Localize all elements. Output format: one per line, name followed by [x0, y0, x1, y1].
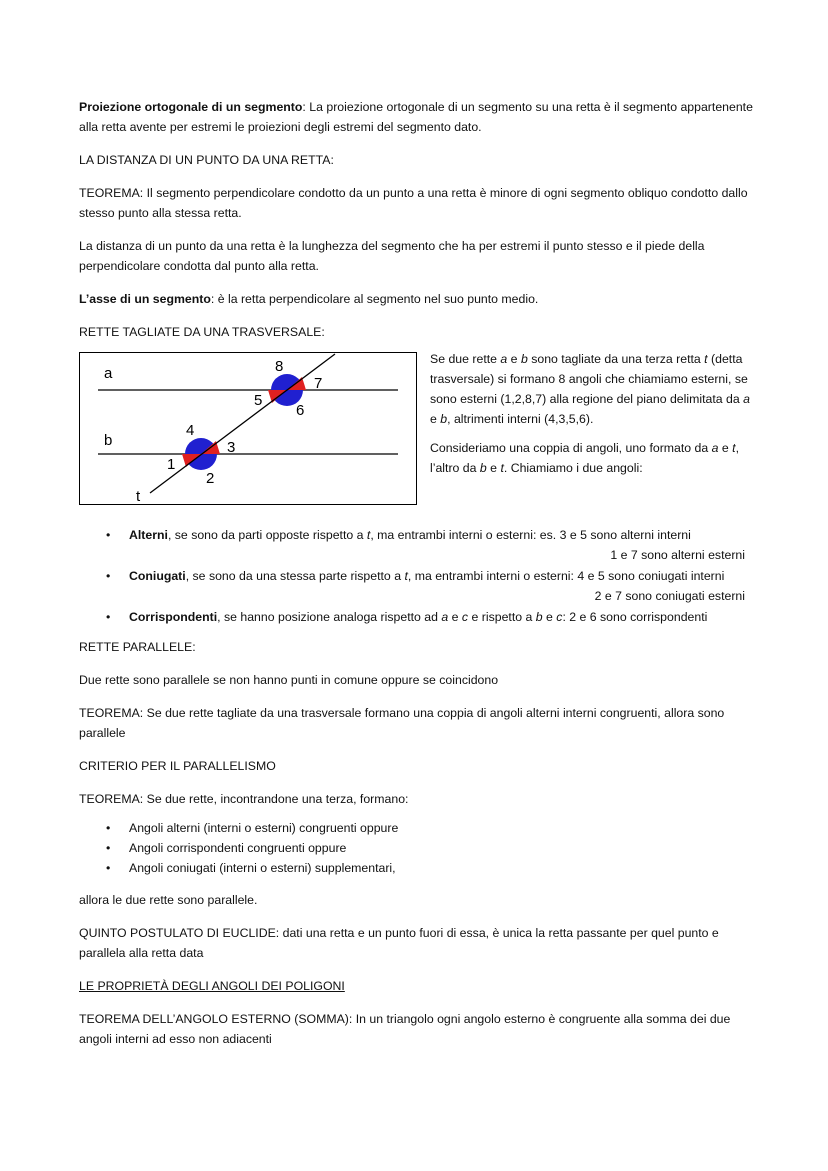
paragraph-projection: [79, 97, 754, 137]
heading-transversal: RETTE TAGLIATE DA UNA TRASVERSALE:: [79, 325, 325, 339]
list-item: [79, 858, 754, 878]
list-text: , se sono da parti opposte rispetto a: [167, 528, 367, 542]
list-extra-alterni: 1 e 7 sono alterni esterni: [610, 548, 745, 562]
paragraph-theorem-parallel: TEOREMA: Se due rette tagliate da una trasversale formano una coppia di angoli alterni interni congruenti, allora sono parallele: [79, 706, 725, 740]
list-text: , se sono da una stessa parte rispetto a: [185, 569, 405, 583]
bullet-icon: •: [106, 569, 111, 583]
list-item-coniugati: [79, 566, 754, 606]
list-text: e: [542, 610, 557, 624]
document-page: [79, 97, 754, 1062]
term-projection: Proiezione ortogonale di un segmento: [79, 100, 303, 114]
axis-definition: : è la retta perpendicolare al segmento nel suo punto medio.: [210, 292, 539, 306]
paragraph-parallel-definition: Due rette sono parallele se non hanno punti in comune oppure se coincidono: [79, 673, 499, 687]
list-text: Angoli coniugati (interni o esterni) supplementari,: [129, 861, 396, 875]
term-axis: L’asse di un segmento: [79, 292, 211, 306]
label-7: 7: [314, 375, 323, 392]
transversal-t: [150, 354, 335, 493]
figtext-var: t: [500, 461, 504, 475]
term-alterni: Alterni: [129, 528, 168, 542]
list-var: a: [441, 610, 449, 624]
term-corrispondenti: Corrispondenti: [129, 610, 218, 624]
list-var: t: [404, 569, 408, 583]
list-item: [79, 818, 754, 838]
paragraph-axis: [79, 289, 754, 309]
bullet-icon: •: [106, 861, 111, 875]
angle-types-list: [79, 525, 754, 627]
list-item-alterni: [79, 525, 754, 565]
label-5: 5: [254, 392, 263, 409]
figtext-var: b: [440, 412, 448, 426]
transversal-diagram: [80, 353, 416, 504]
list-item-corrispondenti: [79, 607, 754, 627]
bullet-icon: •: [106, 528, 111, 542]
figtext-var: b: [479, 461, 487, 475]
figure-description: [430, 349, 754, 487]
list-text: , se hanno posizione analoga rispetto ad: [217, 610, 442, 624]
list-text: Angoli alterni (interni o esterni) congruenti oppure: [129, 821, 399, 835]
figtext-var: t: [704, 352, 708, 366]
figtext-part: e: [507, 352, 521, 366]
figtext-var: t: [732, 441, 736, 455]
projection-definition: : La proiezione ortogonale di un segmento su una retta è il segmento appartenente alla retta avente per estremi le proiezioni degli estremi del segmento dato.: [79, 100, 753, 134]
figtext-part: , l’altro da: [430, 441, 740, 475]
figtext-part: e: [430, 412, 441, 426]
figtext-var: a: [500, 352, 508, 366]
label-b: b: [104, 432, 113, 449]
list-text: , ma entrambi interni o esterni: 4 e 5 sono coniugati interni: [407, 569, 725, 583]
transversal-section: [79, 349, 754, 505]
paragraph-angle-pair: [430, 438, 754, 478]
paragraph-conclusion: allora le due rette sono parallele.: [79, 893, 258, 907]
heading-distance: LA DISTANZA DI UN PUNTO DA UNA RETTA:: [79, 153, 334, 167]
figtext-part: . Chiamiamo i due angoli:: [503, 461, 643, 475]
paragraph-distance-definition: La distanza di un punto da una retta è la lunghezza del segmento che ha per estremi il punto stesso e il piede della perpendicolare condotta dal punto alla retta.: [79, 239, 705, 273]
list-var: t: [366, 528, 371, 542]
figtext-var: a: [711, 441, 719, 455]
paragraph-theorem-criterion: TEOREMA: Se due rette, incontrandone una terza, formano:: [79, 792, 409, 806]
bullet-icon: •: [106, 841, 111, 855]
heading-polygon-angles: LE PROPRIETÀ DEGLI ANGOLI DEI POLIGONI: [79, 979, 345, 993]
figtext-part: sono tagliate da una terza retta: [527, 352, 705, 366]
label-8: 8: [275, 358, 284, 375]
label-6: 6: [296, 402, 305, 419]
figtext-var: b: [520, 352, 528, 366]
heading-parallel: RETTE PARALLELE:: [79, 640, 196, 654]
label-2: 2: [206, 470, 215, 487]
label-3: 3: [227, 439, 236, 456]
list-text: e rispetto a: [468, 610, 536, 624]
list-text: , ma entrambi interni o esterni: es. 3 e 5 sono alterni interni: [370, 528, 691, 542]
term-coniugati: Coniugati: [129, 569, 186, 583]
paragraph-theorem-perpendicular: TEOREMA: Il segmento perpendicolare condotto da un punto a una retta è minore di ogni segmento obliquo condotto dallo stesso punto alla stessa retta.: [79, 186, 748, 220]
list-text: Angoli corrispondenti congruenti oppure: [129, 841, 347, 855]
list-item: [79, 838, 754, 858]
figtext-var: a: [743, 392, 750, 406]
figtext-part: (detta trasversale) si formano 8 angoli che chiamiamo esterni, se sono esterni (1,2,8,7) alla regione del piano delimitata da: [430, 352, 748, 406]
list-text: : 2 e 6 sono corrispondenti: [562, 610, 708, 624]
figtext-part: Consideriamo una coppia di angoli, uno formato da: [430, 441, 712, 455]
list-extra-coniugati: 2 e 7 sono coniugati esterni: [594, 589, 745, 603]
paragraph-exterior-angle: TEOREMA DELL’ANGOLO ESTERNO (SOMMA): In un triangolo ogni angolo esterno è congruente alla somma dei due angoli interni ad esso non adiacenti: [79, 1012, 731, 1046]
paragraph-euclid: QUINTO POSTULATO DI EUCLIDE: dati una retta e un punto fuori di essa, è unica la retta passante per quel punto e parallela alla retta data: [79, 926, 719, 960]
heading-criterion: CRITERIO PER IL PARALLELISMO: [79, 759, 276, 773]
figtext-part: e: [718, 441, 733, 455]
figtext-part: Se due rette: [430, 352, 501, 366]
list-var: c: [556, 610, 563, 624]
label-a: a: [104, 365, 113, 382]
list-var: c: [461, 610, 469, 624]
list-text: e: [448, 610, 462, 624]
label-t: t: [136, 488, 141, 504]
label-4: 4: [186, 422, 195, 439]
label-1: 1: [167, 456, 176, 473]
list-var: b: [535, 610, 543, 624]
transversal-figure: [79, 352, 417, 505]
paragraph-eight-angles: [430, 349, 754, 429]
figtext-part: e: [486, 461, 501, 475]
bullet-icon: •: [106, 610, 111, 624]
criterion-list: [79, 818, 754, 878]
bullet-icon: •: [106, 821, 111, 835]
figtext-part: , altrimenti interni (4,3,5,6).: [447, 412, 594, 426]
